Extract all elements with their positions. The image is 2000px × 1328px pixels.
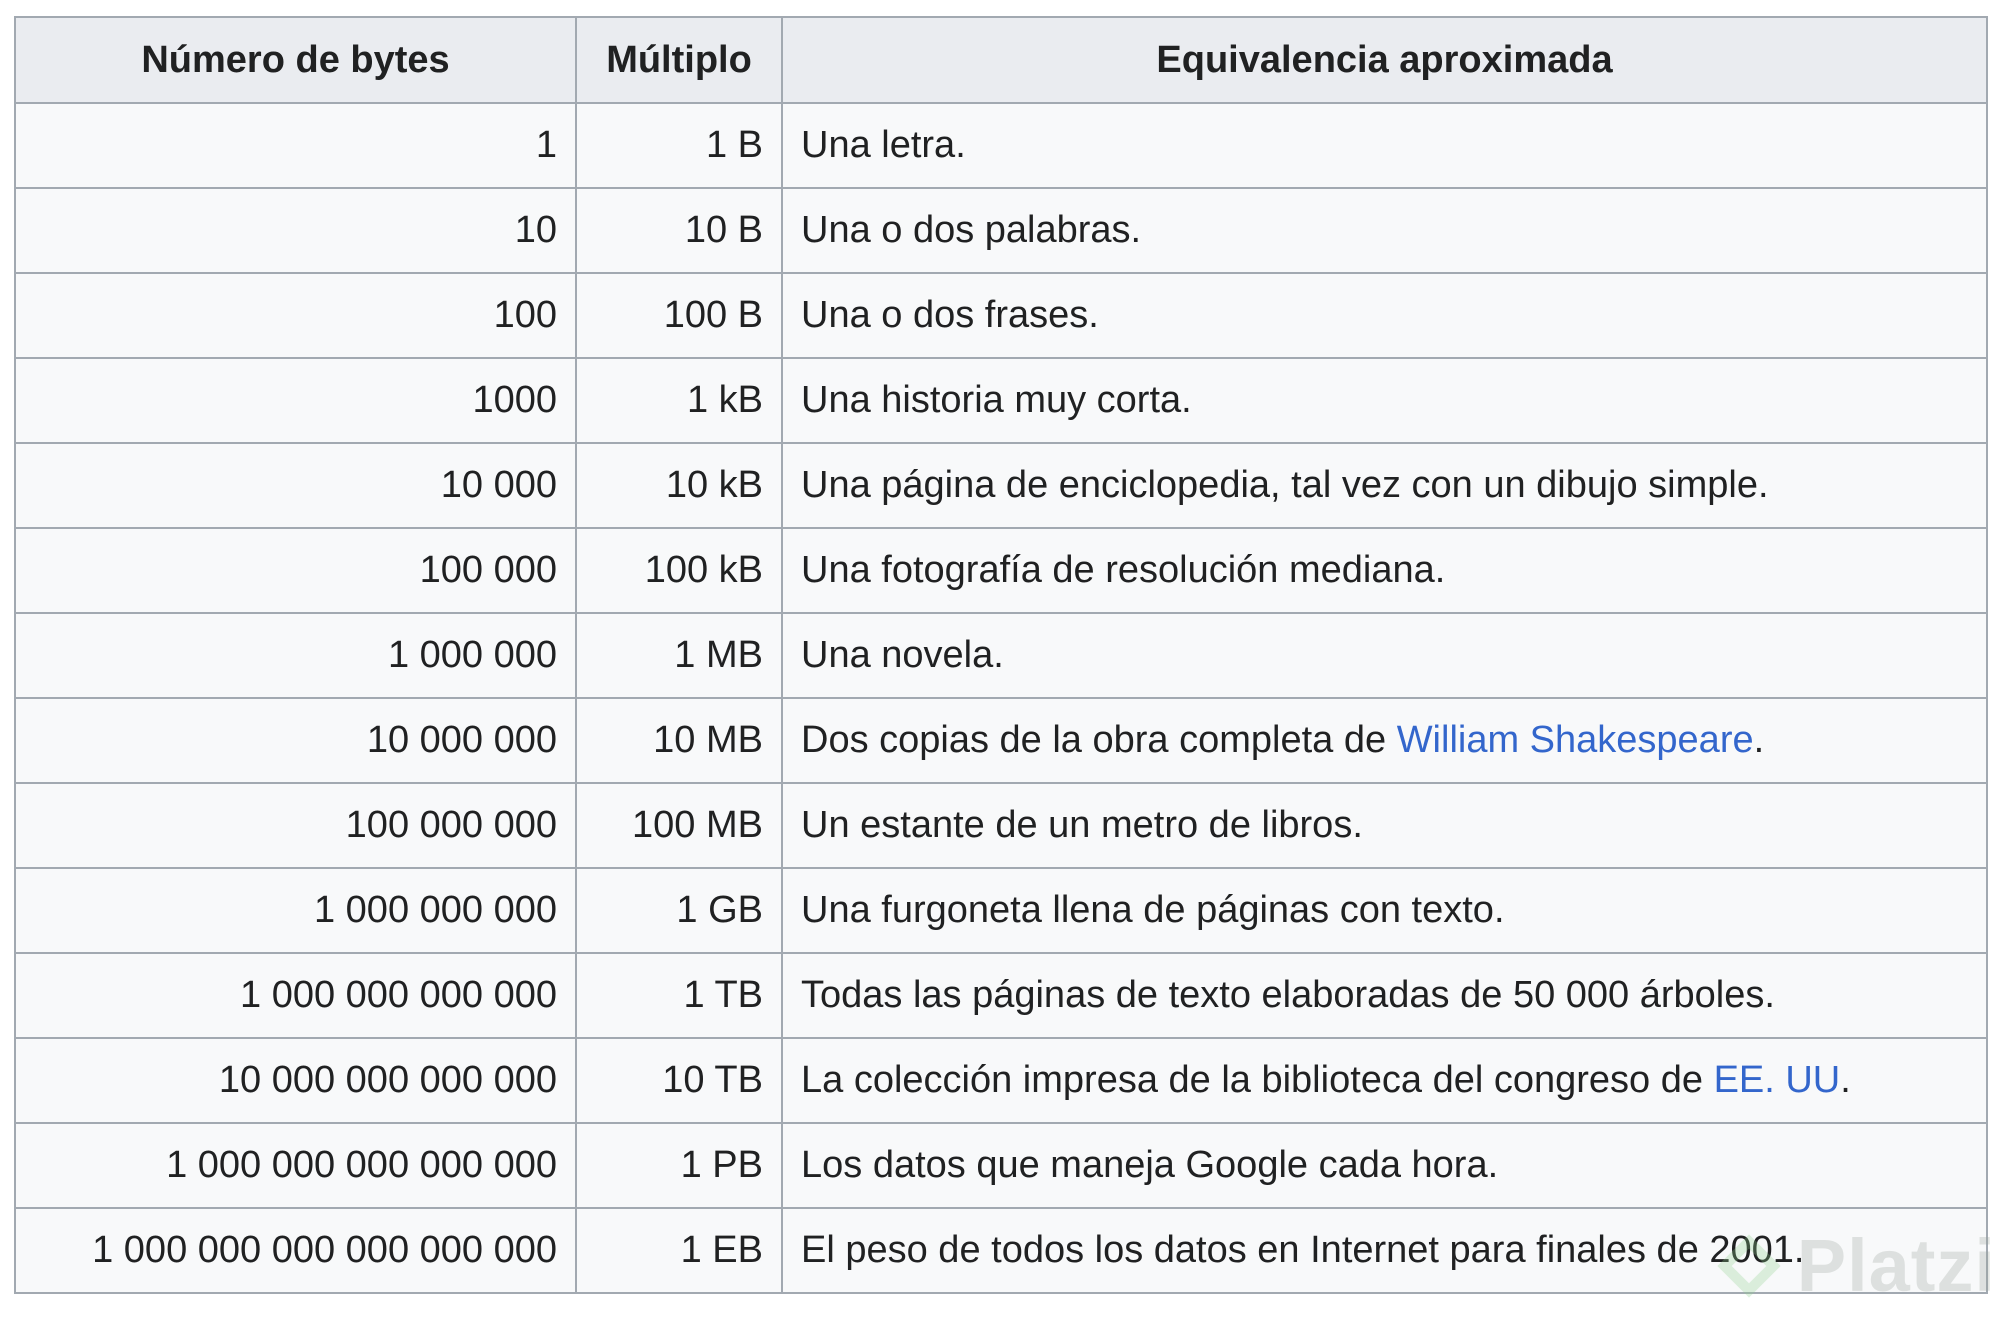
table-row: [15, 783, 1987, 868]
cell-multiple: 10 TB: [576, 1038, 782, 1123]
table-row: [15, 1208, 1987, 1293]
cell-equivalence: [782, 868, 1987, 953]
table-row: [15, 358, 1987, 443]
cell-multiple: 1 B: [576, 103, 782, 188]
table-row: [15, 953, 1987, 1038]
cell-multiple: 10 kB: [576, 443, 782, 528]
header-multiple: Múltiplo: [576, 17, 782, 103]
table-row: [15, 1038, 1987, 1123]
cell-multiple: 1 MB: [576, 613, 782, 698]
cell-bytes: 10: [15, 188, 576, 273]
cell-bytes: 1: [15, 103, 576, 188]
cell-bytes: 100 000 000: [15, 783, 576, 868]
cell-equivalence: [782, 783, 1987, 868]
cell-bytes: 1 000 000 000 000 000 000: [15, 1208, 576, 1293]
equivalence-text: Una novela.: [801, 634, 1004, 676]
cell-equivalence: [782, 273, 1987, 358]
equivalence-text: Una fotografía de resolución mediana.: [801, 549, 1446, 591]
equivalence-text: Todas las páginas de texto elaboradas de 50 000 árboles.: [801, 974, 1775, 1016]
cell-multiple: 1 TB: [576, 953, 782, 1038]
cell-equivalence: [782, 443, 1987, 528]
cell-bytes: 1 000 000 000 000 000: [15, 1123, 576, 1208]
equivalence-text: Dos copias de la obra completa de: [801, 719, 1397, 761]
cell-equivalence: [782, 103, 1987, 188]
cell-bytes: 1 000 000: [15, 613, 576, 698]
cell-bytes: 10 000 000: [15, 698, 576, 783]
cell-bytes: 100 000: [15, 528, 576, 613]
cell-multiple: 1 kB: [576, 358, 782, 443]
cell-equivalence: [782, 188, 1987, 273]
equivalence-text: Una letra.: [801, 124, 966, 166]
cell-multiple: 100 MB: [576, 783, 782, 868]
cell-equivalence: [782, 358, 1987, 443]
cell-equivalence: [782, 613, 1987, 698]
cell-multiple: 10 B: [576, 188, 782, 273]
cell-multiple: 100 B: [576, 273, 782, 358]
table-row: [15, 188, 1987, 273]
equivalence-text: Una o dos palabras.: [801, 209, 1142, 251]
equivalence-text: Una historia muy corta.: [801, 379, 1192, 421]
wiki-link[interactable]: EE. UU: [1713, 1059, 1841, 1101]
header-equivalence: Equivalencia aproximada: [782, 17, 1987, 103]
cell-equivalence: [782, 1208, 1987, 1293]
cell-multiple: 10 MB: [576, 698, 782, 783]
equivalence-text: Un estante de un metro de libros.: [801, 804, 1363, 846]
cell-bytes: 1 000 000 000: [15, 868, 576, 953]
table-row: [15, 103, 1987, 188]
byte-equivalence-table: [14, 16, 1988, 1294]
cell-bytes: 10 000: [15, 443, 576, 528]
cell-equivalence: [782, 698, 1987, 783]
equivalence-text: Una o dos frases.: [801, 294, 1099, 336]
cell-multiple: 100 kB: [576, 528, 782, 613]
table-row: [15, 528, 1987, 613]
watermark-text: Platzi: [1796, 1224, 1996, 1307]
table-row: [15, 1123, 1987, 1208]
cell-bytes: 1000: [15, 358, 576, 443]
table-row: [15, 613, 1987, 698]
cell-bytes: 100: [15, 273, 576, 358]
header-bytes: Número de bytes: [15, 17, 576, 103]
byte-equivalence-table-wrapper: [14, 16, 1986, 1294]
equivalence-text: Los datos que maneja Google cada hora.: [801, 1144, 1499, 1186]
cell-bytes: 1 000 000 000 000: [15, 953, 576, 1038]
cell-equivalence: [782, 1038, 1987, 1123]
wiki-link[interactable]: William Shakespeare: [1396, 719, 1754, 761]
equivalence-text: Una furgoneta llena de páginas con texto.: [801, 889, 1505, 931]
equivalence-text: La colección impresa de la biblioteca del congreso de: [801, 1059, 1714, 1101]
table-row: [15, 273, 1987, 358]
cell-multiple: 1 EB: [576, 1208, 782, 1293]
cell-equivalence: [782, 1123, 1987, 1208]
equivalence-text: Una página de enciclopedia, tal vez con un dibujo simple.: [801, 464, 1769, 506]
cell-multiple: 1 GB: [576, 868, 782, 953]
cell-bytes: 10 000 000 000 000: [15, 1038, 576, 1123]
table-row: [15, 868, 1987, 953]
table-header-row: [15, 17, 1987, 103]
table-row: [15, 698, 1987, 783]
table-row: [15, 443, 1987, 528]
equivalence-text: El peso de todos los datos en Internet para finales de 2001.: [801, 1229, 1805, 1271]
equivalence-text-end: .: [1753, 719, 1765, 761]
equivalence-text-end: .: [1840, 1059, 1851, 1101]
cell-multiple: 1 PB: [576, 1123, 782, 1208]
cell-equivalence: [782, 528, 1987, 613]
cell-equivalence: [782, 953, 1987, 1038]
